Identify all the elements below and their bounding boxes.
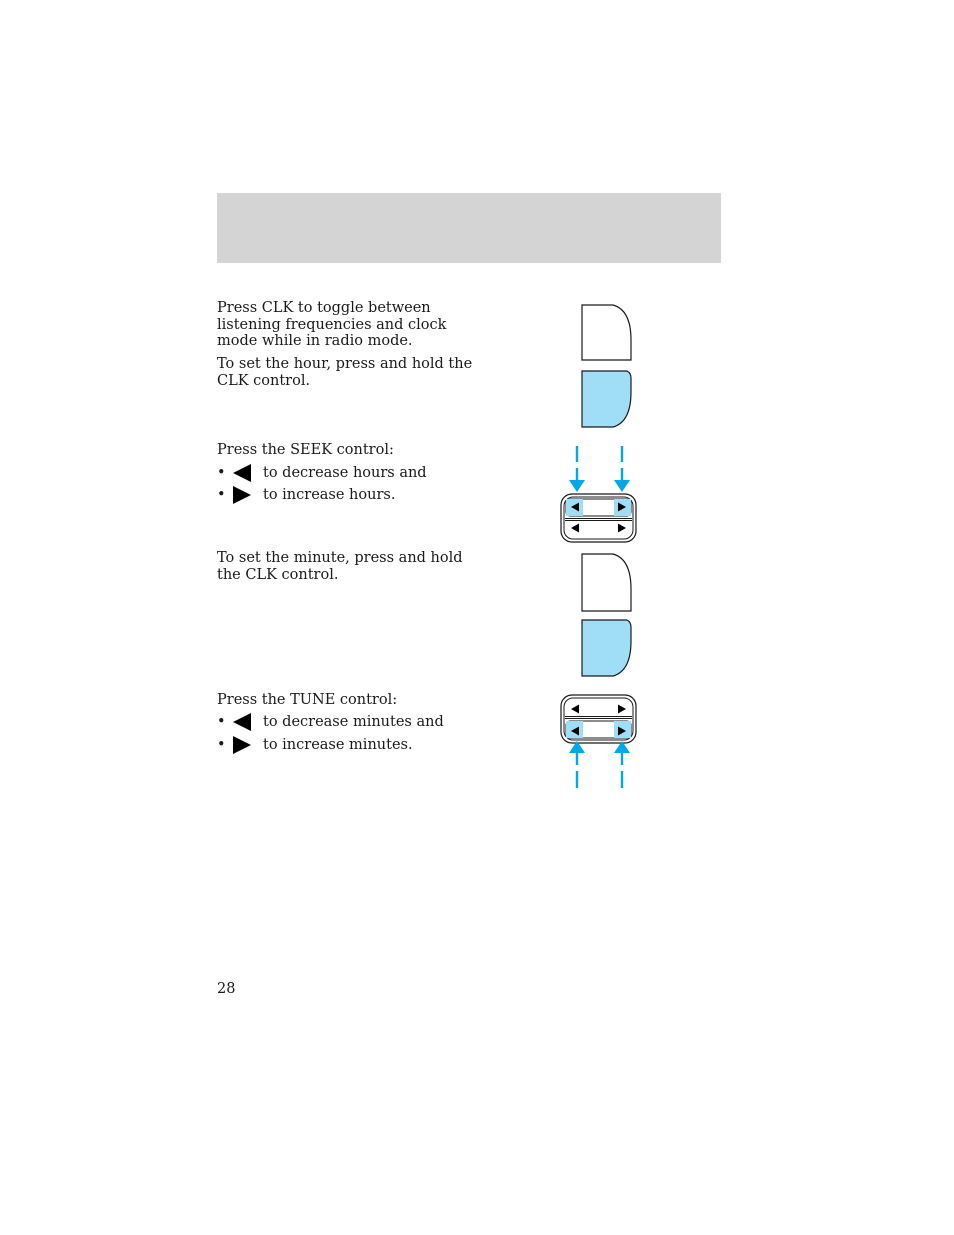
page-number: 28 (217, 981, 236, 997)
clk-button-lower (582, 620, 631, 676)
increase-minutes-text: to increase minutes. (263, 736, 413, 753)
seek-intro-text: Press the SEEK control: (217, 442, 394, 458)
left-arrow-icon (233, 713, 251, 731)
clk-toggle-text: Press CLK to toggle between listening frequencies and clock mode while in radio mode. (217, 300, 447, 349)
list-item (217, 713, 444, 731)
bullet: • (217, 464, 226, 481)
arrow-down-icon (569, 480, 585, 492)
clk-button-upper (582, 554, 631, 611)
clk-button-lower (582, 371, 631, 427)
right-arrow-icon (233, 486, 251, 504)
seek-control-illustration (555, 440, 645, 545)
tune-intro-text: Press the TUNE control: (217, 692, 398, 708)
right-arrow-icon (233, 736, 251, 754)
bullet: • (217, 713, 226, 730)
header-band (217, 193, 721, 263)
left-arrow-icon (233, 464, 251, 482)
clk-control-illustration-minute (575, 549, 640, 681)
list-item (217, 486, 395, 504)
arrow-down-icon (614, 480, 630, 492)
decrease-minutes-text: to decrease minutes and (263, 713, 444, 730)
set-hour-text: To set the hour, press and hold the CLK control. (217, 356, 473, 389)
clk-button-upper (582, 305, 631, 360)
list-item (217, 464, 427, 482)
tune-control-illustration (555, 690, 645, 795)
bullet: • (217, 736, 226, 753)
decrease-hours-text: to decrease hours and (263, 464, 427, 481)
bullet: • (217, 486, 226, 503)
increase-hours-text: to increase hours. (263, 486, 396, 503)
clk-control-illustration-hour (575, 300, 640, 432)
list-item (217, 736, 413, 754)
set-minute-text: To set the minute, press and hold the CLK control. (217, 550, 463, 583)
